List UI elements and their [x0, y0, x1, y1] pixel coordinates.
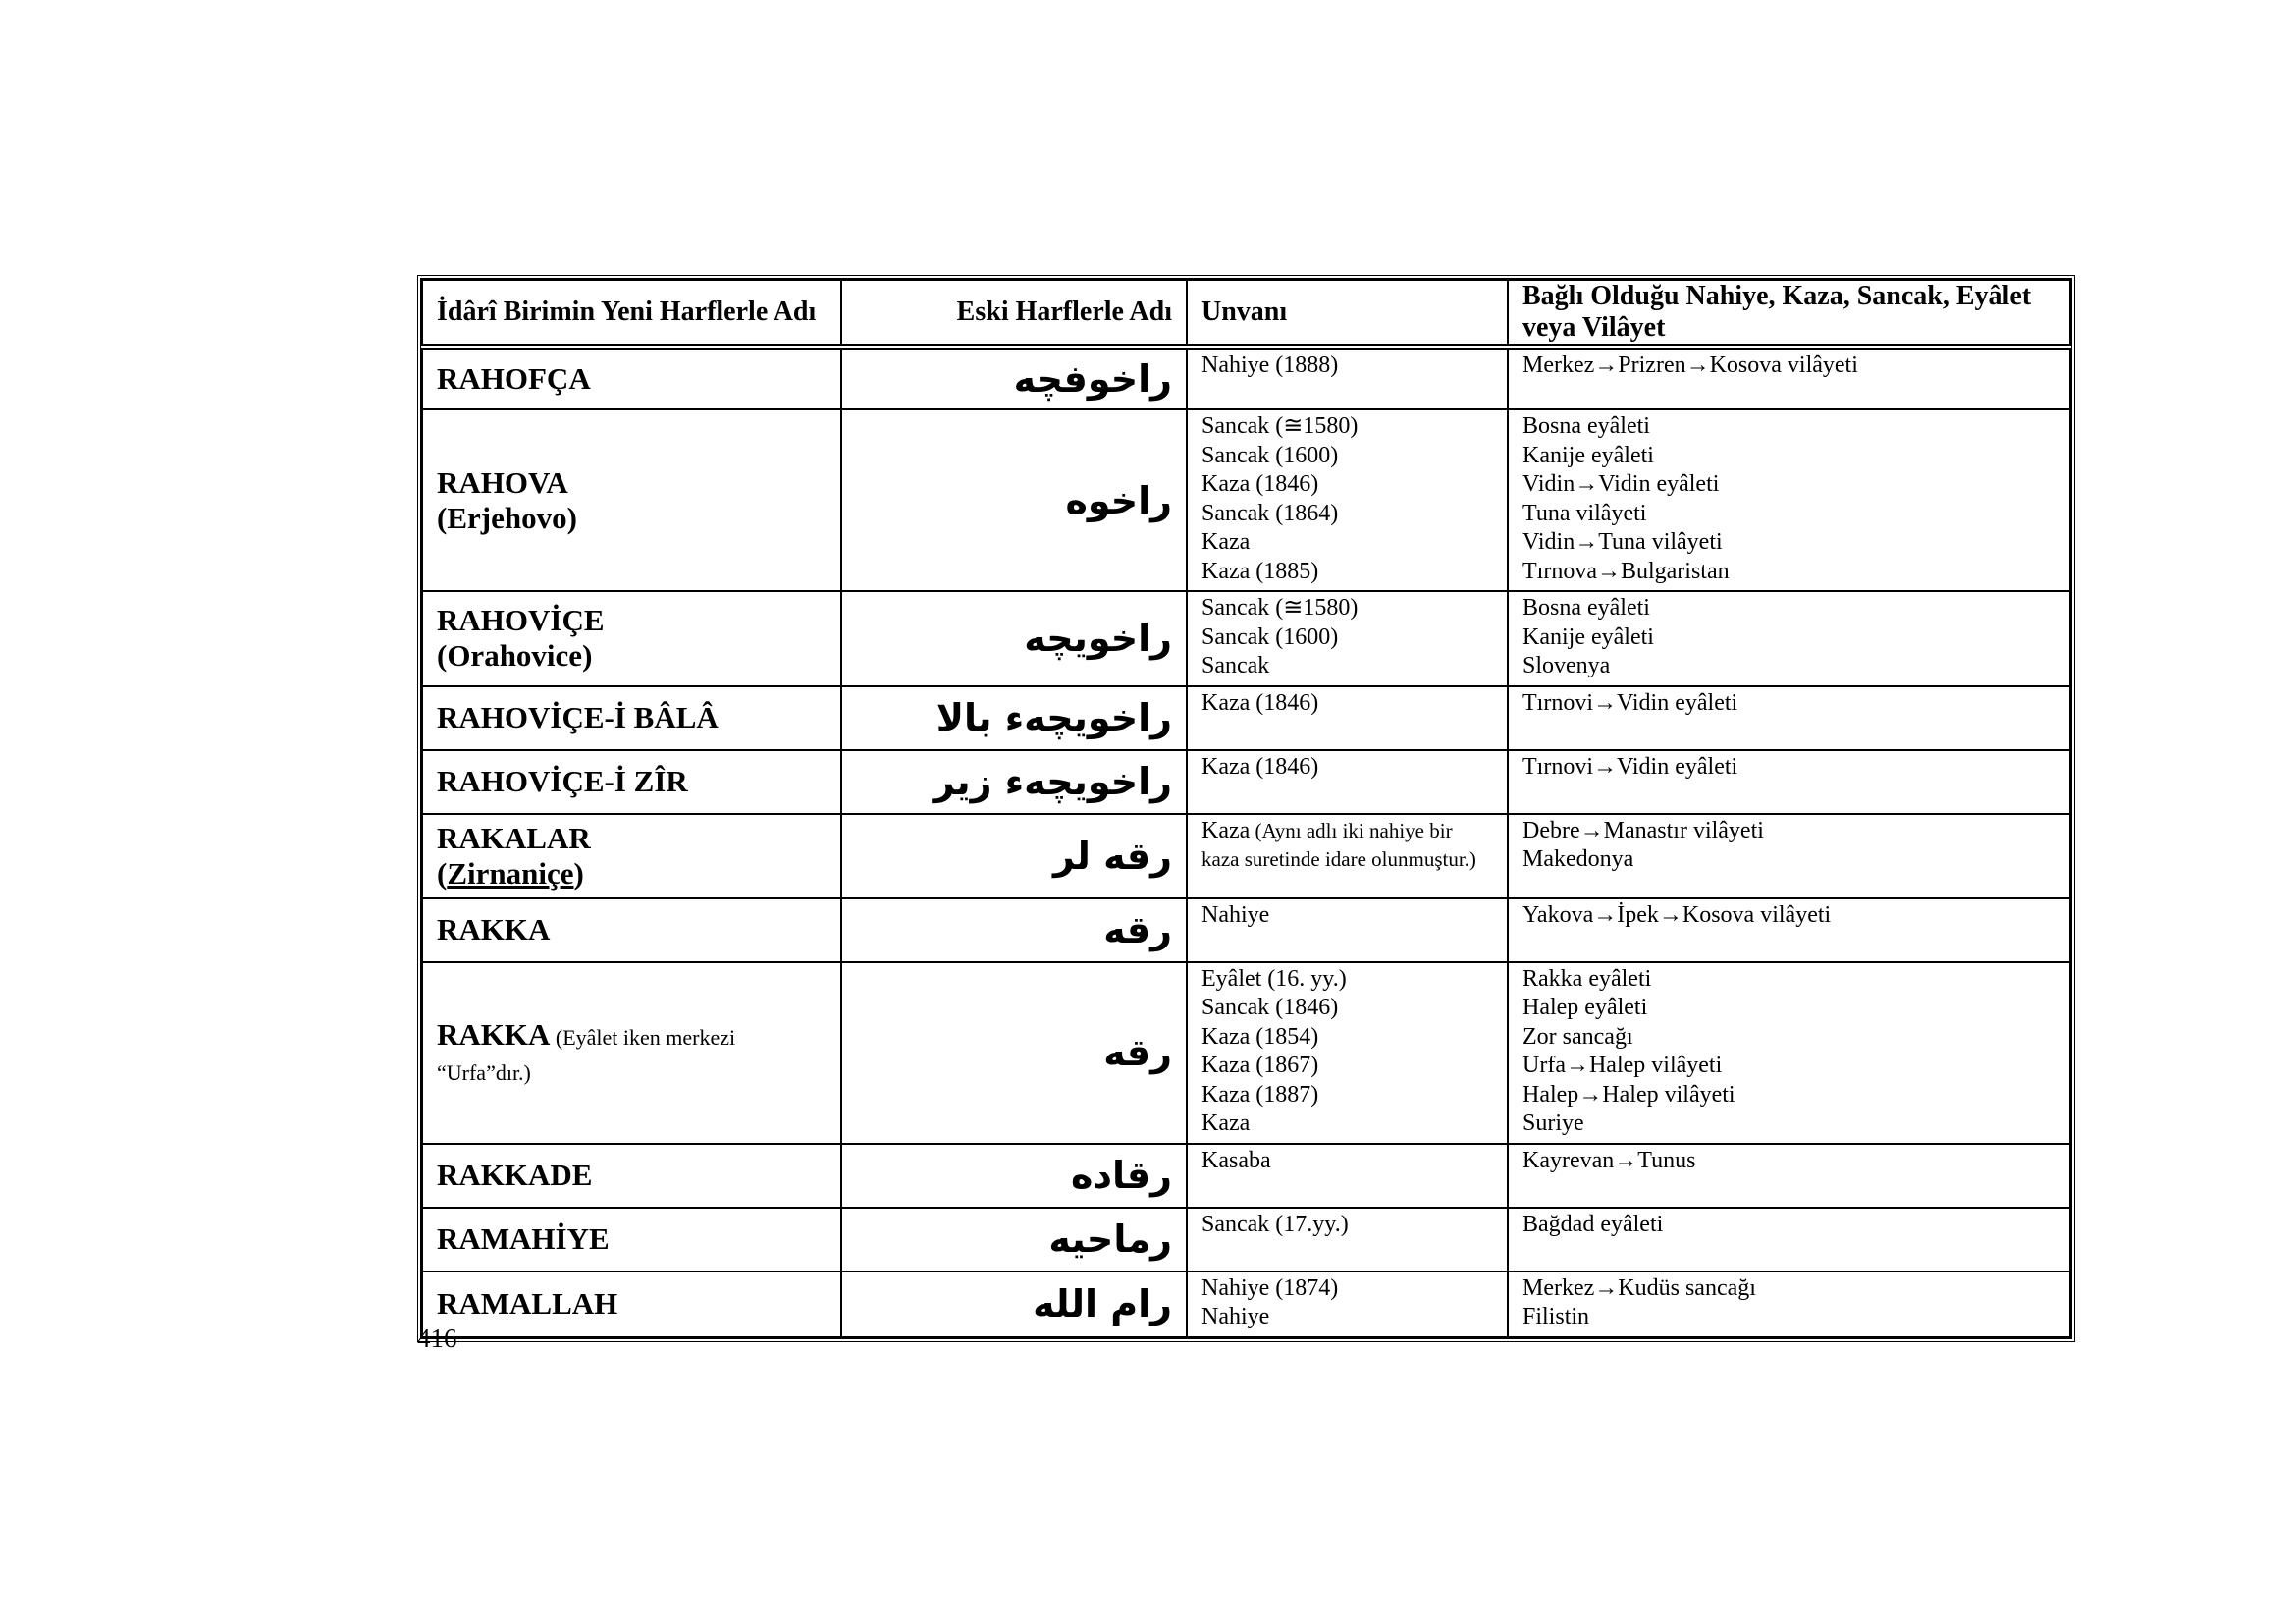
row-old-name: راخوه: [841, 409, 1187, 591]
place-name: RAHOVA: [437, 464, 568, 500]
table-row: [422, 1208, 2070, 1272]
title-line: Sancak (1600): [1201, 623, 1339, 650]
title-line: Kasaba: [1201, 1147, 1271, 1173]
title-line: Sancak: [1201, 653, 1270, 678]
table-row: [422, 750, 2070, 814]
row-old-name: رقه: [841, 898, 1187, 962]
row-name: [422, 1144, 841, 1208]
row-old-name: رقاده: [841, 1144, 1187, 1208]
table-row: [422, 1144, 2070, 1208]
row-parent: [1508, 962, 2070, 1144]
title-line: Kaza (1846): [1201, 689, 1319, 716]
place-alt-name: (Orahovice): [437, 638, 593, 674]
row-parent: [1508, 591, 2070, 686]
row-name: [422, 591, 841, 686]
title-line: Eyâlet (16. yy.): [1201, 965, 1347, 992]
row-old-name: رماحيه: [841, 1208, 1187, 1272]
title-line: Sancak (1846): [1201, 995, 1339, 1020]
row-title: [1187, 591, 1508, 686]
row-title: [1187, 347, 1508, 409]
table-row: [422, 591, 2070, 686]
title-line: Kaza (1854): [1201, 1023, 1319, 1050]
parent-line: Bosna eyâleti: [1522, 413, 1650, 439]
row-parent: [1508, 750, 2070, 814]
table-header-row: [422, 280, 2070, 347]
title-line: Sancak (1600): [1201, 442, 1339, 468]
place-alt-name: (Erjehovo): [437, 500, 577, 535]
place-name: RAMALLAH: [437, 1286, 618, 1321]
table-row: [422, 898, 2070, 962]
parent-line: Zor sancağı: [1522, 1023, 1633, 1050]
title-line: Nahiye: [1201, 901, 1270, 928]
parent-line: Tırnova→Bulgaristan: [1522, 558, 1730, 584]
header-new-name: İdârî Birimin Yeni Harflerle Adı: [422, 280, 841, 347]
parent-line: Rakka eyâleti: [1522, 965, 1652, 992]
title-line: Kaza (1885): [1201, 558, 1319, 584]
row-parent: [1508, 1272, 2070, 1337]
title-line: Kaza (1846): [1201, 471, 1319, 497]
row-parent: [1508, 1208, 2070, 1272]
header-parent: Bağlı Olduğu Nahiye, Kaza, Sancak, Eyâlet veya Vilâyet: [1508, 280, 2070, 347]
row-name: [422, 898, 841, 962]
parent-line: Merkez→Kudüs sancağı: [1522, 1274, 1756, 1301]
title-line: Sancak (≅1580): [1201, 595, 1359, 621]
row-title: [1187, 1144, 1508, 1208]
place-name: RAKKA: [437, 912, 551, 947]
place-name: RAKALAR: [437, 820, 591, 855]
place-name: RAKKA: [437, 1017, 551, 1052]
parent-line: Slovenya: [1522, 653, 1611, 678]
parent-line: Urfa→Halep vilâyeti: [1522, 1053, 1723, 1078]
row-parent: [1508, 814, 2070, 898]
title-line: Sancak (1864): [1201, 500, 1339, 526]
place-name: RAHOVİÇE-İ ZÎR: [437, 764, 688, 798]
table-row: [422, 409, 2070, 591]
parent-line: Vidin→Tuna vilâyeti: [1522, 529, 1723, 555]
row-title: [1187, 898, 1508, 962]
title-line: Sancak (≅1580): [1201, 413, 1359, 439]
row-title: [1187, 686, 1508, 750]
row-title: [1187, 750, 1508, 814]
row-parent: [1508, 409, 2070, 591]
place-note: (Eyâlet iken merkezi “Urfa”dır.): [437, 1025, 736, 1085]
row-old-name: راخويچهء بالا: [841, 686, 1187, 750]
row-name: [422, 686, 841, 750]
row-old-name: رقه لر: [841, 814, 1187, 898]
parent-line: Tırnovi→Vidin eyâleti: [1522, 753, 1738, 780]
page-number: 416: [417, 1324, 457, 1353]
parent-line: Kayrevan→Tunus: [1522, 1147, 1696, 1173]
parent-line: Tuna vilâyeti: [1522, 500, 1647, 526]
row-old-name: راخوفچه: [841, 347, 1187, 409]
parent-line: Makedonya: [1522, 846, 1634, 872]
row-title: [1187, 1272, 1508, 1337]
table-row: [422, 347, 2070, 409]
table-row: [422, 686, 2070, 750]
parent-line: Tırnovi→Vidin eyâleti: [1522, 689, 1738, 716]
parent-line: Bosna eyâleti: [1522, 595, 1650, 621]
row-old-name: رام الله: [841, 1272, 1187, 1337]
title-line: Kaza (1887): [1201, 1081, 1319, 1108]
row-name: [422, 1272, 841, 1337]
row-old-name: راخويچهء زير: [841, 750, 1187, 814]
parent-line: Yakova→İpek→Kosova vilâyeti: [1522, 901, 1832, 928]
title-line: Sancak (17.yy.): [1201, 1211, 1349, 1237]
table-row: [422, 1272, 2070, 1337]
parent-line: Debre→Manastır vilâyeti: [1522, 817, 1764, 843]
table-row: [422, 962, 2070, 1144]
row-name: [422, 409, 841, 591]
parent-line: Vidin→Vidin eyâleti: [1522, 471, 1720, 497]
row-parent: [1508, 686, 2070, 750]
row-name: [422, 814, 841, 898]
title-line: Kaza: [1201, 529, 1251, 555]
parent-line: Bağdad eyâleti: [1522, 1211, 1664, 1237]
parent-line: Suriye: [1522, 1110, 1584, 1136]
row-name: [422, 750, 841, 814]
title-line: Kaza: [1201, 1110, 1251, 1136]
parent-line: Kanije eyâleti: [1522, 623, 1654, 650]
place-name: RAHOFÇA: [437, 361, 591, 396]
row-title: [1187, 814, 1508, 898]
row-parent: [1508, 347, 2070, 409]
table-row: [422, 814, 2070, 898]
gazetteer-table-frame: [417, 275, 2075, 1342]
row-parent: [1508, 898, 2070, 962]
place-name: RAHOVİÇE: [437, 603, 605, 638]
parent-line: Filistin: [1522, 1304, 1590, 1329]
row-name: [422, 1208, 841, 1272]
parent-line: Merkez→Prizren→Kosova vilâyeti: [1522, 352, 1858, 378]
row-name: [422, 962, 841, 1144]
row-parent: [1508, 1144, 2070, 1208]
row-title: [1187, 962, 1508, 1144]
place-name: RAHOVİÇE-İ BÂLÂ: [437, 700, 719, 734]
title-line: Nahiye (1888): [1201, 352, 1339, 378]
place-name: RAKKADE: [437, 1158, 593, 1192]
row-name: [422, 347, 841, 409]
header-title: Unvanı: [1187, 280, 1508, 347]
place-alt-name: (Zirnaniçe): [437, 855, 584, 891]
header-old-name: Eski Harflerle Adı: [841, 280, 1187, 347]
title-line: Nahiye (1874): [1201, 1274, 1339, 1301]
parent-line: Halep eyâleti: [1522, 995, 1648, 1020]
gazetteer-table: [421, 279, 2071, 1338]
row-old-name: راخويچه: [841, 591, 1187, 686]
place-name: RAMAHİYE: [437, 1221, 610, 1256]
row-title: [1187, 1208, 1508, 1272]
row-title: [1187, 409, 1508, 591]
title-line: Kaza (1846): [1201, 753, 1319, 780]
row-old-name: رقه: [841, 962, 1187, 1144]
title-line: Kaza (Aynı adlı iki nahiye bir kaza suretinde idare olunmuştur.): [1201, 817, 1476, 871]
title-line: Kaza (1867): [1201, 1053, 1319, 1078]
parent-line: Halep→Halep vilâyeti: [1522, 1081, 1735, 1108]
parent-line: Kanije eyâleti: [1522, 442, 1654, 468]
title-line: Nahiye: [1201, 1304, 1270, 1329]
